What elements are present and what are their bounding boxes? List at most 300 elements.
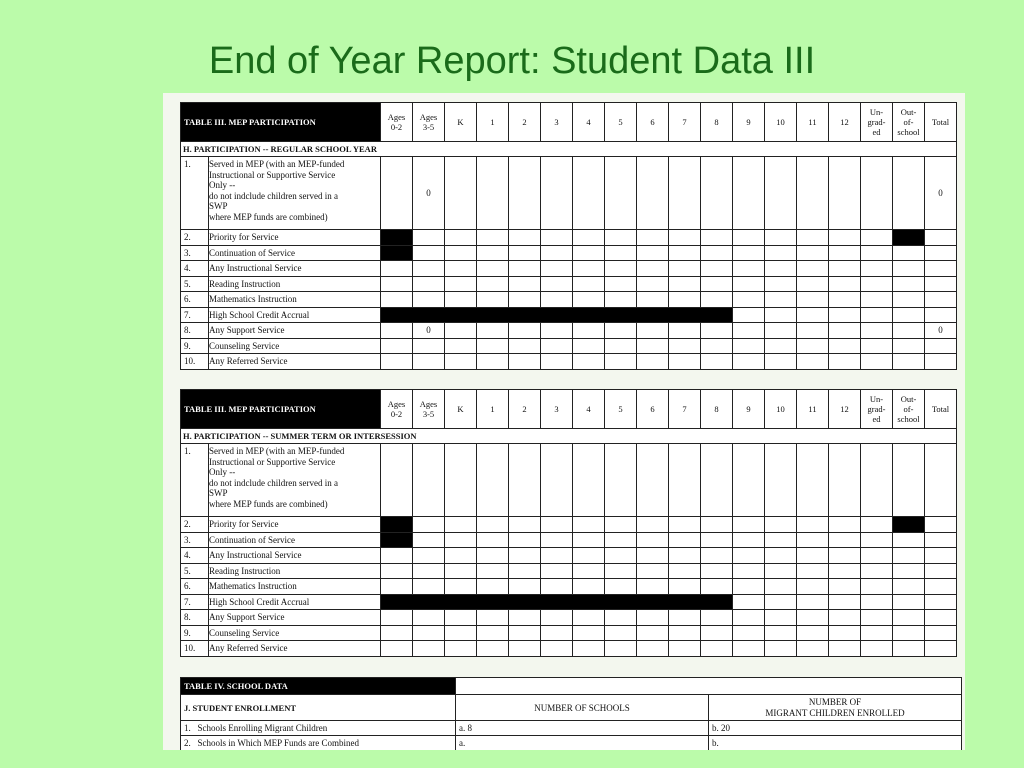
column-header-line: ed xyxy=(872,414,881,424)
column-header xyxy=(381,390,413,429)
data-cell xyxy=(861,641,893,657)
row-number: 3. xyxy=(181,532,209,548)
data-cell xyxy=(637,610,669,626)
row-number: 5. xyxy=(181,563,209,579)
data-cell xyxy=(829,276,861,292)
column-header-line: 11 xyxy=(808,117,817,127)
data-cell xyxy=(925,292,957,308)
data-cell xyxy=(477,625,509,641)
row-number: 9. xyxy=(181,338,209,354)
data-cell xyxy=(829,625,861,641)
data-cell xyxy=(797,594,829,610)
data-cell xyxy=(893,641,925,657)
data-cell xyxy=(477,245,509,261)
data-cell xyxy=(925,625,957,641)
data-cell xyxy=(541,563,573,579)
column-header xyxy=(541,390,573,429)
column-header xyxy=(861,390,893,429)
column-header-line: Out- xyxy=(900,107,917,117)
data-cell xyxy=(669,579,701,595)
column-header-line: 6 xyxy=(650,117,655,127)
report-document xyxy=(163,93,965,750)
column-header-line: 8 xyxy=(714,404,719,414)
data-cell xyxy=(477,292,509,308)
data-cell xyxy=(445,517,477,533)
column-header-line: 5 xyxy=(618,117,623,127)
blocked-cells xyxy=(381,307,733,323)
row-label: Any Support Service xyxy=(209,323,381,339)
data-cell xyxy=(925,548,957,564)
data-cell xyxy=(765,517,797,533)
column-header-line: 4 xyxy=(586,117,591,127)
data-cell xyxy=(765,594,797,610)
column-header-line: of- xyxy=(903,117,914,127)
column-header xyxy=(381,103,413,142)
data-cell xyxy=(413,641,445,657)
data-cell xyxy=(733,532,765,548)
row-label: Mathematics Instruction xyxy=(209,579,381,595)
data-cell xyxy=(413,292,445,308)
data-cell xyxy=(573,292,605,308)
data-cell xyxy=(445,625,477,641)
data-cell xyxy=(893,276,925,292)
row-number: 2. xyxy=(181,517,209,533)
data-cell xyxy=(925,579,957,595)
data-cell xyxy=(925,444,957,517)
data-cell xyxy=(381,579,413,595)
data-cell xyxy=(477,548,509,564)
column-header xyxy=(829,390,861,429)
table4-section: J. STUDENT ENROLLMENT xyxy=(181,695,456,721)
row-label-line: do not indclude children served in a xyxy=(209,477,338,488)
row-number: 4. xyxy=(181,548,209,564)
data-cell xyxy=(765,261,797,277)
column-header-line: 12 xyxy=(840,404,849,414)
table-title: TABLE III. MEP PARTICIPATION xyxy=(181,390,381,429)
data-cell xyxy=(413,517,445,533)
data-cell xyxy=(669,563,701,579)
data-cell xyxy=(733,594,765,610)
data-cell xyxy=(925,230,957,246)
data-cell xyxy=(829,261,861,277)
column-header-line: 12 xyxy=(840,117,849,127)
data-cell xyxy=(541,610,573,626)
data-cell xyxy=(797,323,829,339)
column-header xyxy=(573,103,605,142)
column-header-line: 11 xyxy=(808,404,817,414)
row-label-line: Served in MEP (with an MEP-funded xyxy=(209,159,345,169)
data-cell xyxy=(765,625,797,641)
table-row xyxy=(181,721,962,736)
data-cell xyxy=(381,563,413,579)
data-cell xyxy=(541,245,573,261)
column-header-line: 3-5 xyxy=(422,409,435,419)
data-cell xyxy=(925,261,957,277)
data-cell xyxy=(765,245,797,261)
data-cell xyxy=(893,292,925,308)
data-cell xyxy=(445,610,477,626)
data-cell xyxy=(669,245,701,261)
data-cell xyxy=(605,338,637,354)
data-cell xyxy=(509,230,541,246)
data-cell xyxy=(509,292,541,308)
data-cell xyxy=(445,292,477,308)
blocked-cell xyxy=(893,230,925,246)
data-cell xyxy=(381,338,413,354)
data-cell xyxy=(477,517,509,533)
data-cell xyxy=(829,323,861,339)
data-cell xyxy=(893,323,925,339)
data-cell: 0 xyxy=(925,323,957,339)
data-cell xyxy=(381,625,413,641)
data-cell xyxy=(381,323,413,339)
data-cell xyxy=(637,230,669,246)
data-cell xyxy=(541,444,573,517)
column-header-line: Out- xyxy=(900,394,917,404)
data-cell xyxy=(829,563,861,579)
column-header-line: K xyxy=(457,117,464,127)
data-cell xyxy=(861,307,893,323)
data-cell xyxy=(925,563,957,579)
column-header xyxy=(413,103,445,142)
data-cell xyxy=(669,292,701,308)
data-cell xyxy=(477,532,509,548)
row-number: 4. xyxy=(181,261,209,277)
data-cell xyxy=(893,354,925,370)
data-cell xyxy=(861,610,893,626)
column-header-line: K xyxy=(457,404,464,414)
data-cell: 0 xyxy=(413,157,445,230)
data-cell xyxy=(797,157,829,230)
data-cell xyxy=(669,157,701,230)
data-cell xyxy=(605,517,637,533)
data-cell xyxy=(893,625,925,641)
col-children-line2: MIGRANT CHILDREN ENROLLED xyxy=(765,707,905,718)
data-cell xyxy=(733,245,765,261)
row-number: 6. xyxy=(181,579,209,595)
data-cell xyxy=(669,641,701,657)
row-number: 1. xyxy=(181,157,209,230)
data-cell xyxy=(893,261,925,277)
data-cell xyxy=(509,354,541,370)
column-header xyxy=(605,390,637,429)
row-label: Any Support Service xyxy=(209,610,381,626)
column-header xyxy=(509,103,541,142)
data-cell xyxy=(509,517,541,533)
data-cell xyxy=(669,338,701,354)
column-header xyxy=(477,103,509,142)
data-cell xyxy=(413,625,445,641)
row-label-line: Instructional or Supportive Service xyxy=(209,456,336,467)
data-cell xyxy=(765,323,797,339)
data-cell xyxy=(381,610,413,626)
data-cell xyxy=(733,230,765,246)
data-cell xyxy=(413,579,445,595)
column-header-line: 9 xyxy=(746,404,751,414)
blocked-cell xyxy=(381,230,413,246)
data-cell xyxy=(541,230,573,246)
data-cell xyxy=(573,641,605,657)
row-number: 2. xyxy=(181,230,209,246)
data-cell xyxy=(541,354,573,370)
row-number: 10. xyxy=(181,354,209,370)
row-number: 5. xyxy=(181,276,209,292)
data-cell xyxy=(893,338,925,354)
data-cell xyxy=(829,594,861,610)
blocked-cell xyxy=(381,245,413,261)
data-cell xyxy=(701,292,733,308)
column-header-line: ed xyxy=(872,127,881,137)
section-heading: H. PARTICIPATION -- SUMMER TERM OR INTERSESSION xyxy=(181,429,957,444)
data-cell xyxy=(701,548,733,564)
row-label: Any Referred Service xyxy=(209,641,381,657)
data-cell xyxy=(381,354,413,370)
row-number: 7. xyxy=(181,307,209,323)
data-cell xyxy=(669,548,701,564)
data-cell xyxy=(925,338,957,354)
row-label-line: Only -- xyxy=(209,180,236,190)
column-header xyxy=(893,103,925,142)
data-cell xyxy=(573,625,605,641)
data-cell xyxy=(637,292,669,308)
data-cell xyxy=(605,354,637,370)
data-cell xyxy=(477,261,509,277)
data-cell xyxy=(701,157,733,230)
table-row xyxy=(181,444,957,517)
data-cell xyxy=(765,641,797,657)
data-cell xyxy=(445,579,477,595)
data-cell xyxy=(669,261,701,277)
table-row xyxy=(181,323,957,339)
row-label-line: where MEP funds are combined) xyxy=(209,498,328,509)
row-label-line: Served in MEP (with an MEP-funded xyxy=(209,446,345,456)
data-cell xyxy=(573,579,605,595)
row-label-line: SWP xyxy=(209,488,228,498)
data-cell xyxy=(861,157,893,230)
data-cell xyxy=(829,245,861,261)
data-cell xyxy=(573,548,605,564)
data-cell xyxy=(509,276,541,292)
data-cell xyxy=(573,245,605,261)
data-cell xyxy=(893,157,925,230)
table-row xyxy=(181,338,957,354)
data-cell xyxy=(541,338,573,354)
column-header-line: Ages xyxy=(419,112,438,122)
column-header-line: 1 xyxy=(490,404,495,414)
data-cell xyxy=(605,532,637,548)
table-row xyxy=(181,354,957,370)
data-cell xyxy=(413,230,445,246)
data-cell xyxy=(509,563,541,579)
column-header-line: 9 xyxy=(746,117,751,127)
data-cell xyxy=(925,245,957,261)
column-header xyxy=(925,390,957,429)
data-cell xyxy=(829,579,861,595)
data-cell xyxy=(381,292,413,308)
row-label: Counseling Service xyxy=(209,338,381,354)
col-number-of-children xyxy=(709,695,962,721)
data-cell xyxy=(893,548,925,564)
column-header-line: 3 xyxy=(554,404,559,414)
data-cell xyxy=(477,276,509,292)
data-cell xyxy=(573,338,605,354)
data-cell xyxy=(733,625,765,641)
data-cell xyxy=(797,563,829,579)
data-cell xyxy=(733,307,765,323)
data-cell xyxy=(861,276,893,292)
data-cell xyxy=(797,579,829,595)
data-cell xyxy=(861,563,893,579)
table-row xyxy=(181,307,957,323)
data-cell xyxy=(829,444,861,517)
data-cell xyxy=(541,276,573,292)
section-heading: H. PARTICIPATION -- REGULAR SCHOOL YEAR xyxy=(181,142,957,157)
column-header xyxy=(701,390,733,429)
data-cell xyxy=(765,532,797,548)
data-cell xyxy=(893,245,925,261)
data-cell xyxy=(381,548,413,564)
data-cell xyxy=(605,323,637,339)
data-cell xyxy=(445,323,477,339)
column-header-line: Total xyxy=(931,404,950,414)
data-cell xyxy=(797,292,829,308)
data-cell xyxy=(861,245,893,261)
data-cell xyxy=(733,157,765,230)
data-cell xyxy=(445,532,477,548)
data-cell xyxy=(701,276,733,292)
data-cell xyxy=(829,307,861,323)
data-cell xyxy=(637,245,669,261)
data-cell xyxy=(829,230,861,246)
data-cell xyxy=(637,157,669,230)
data-cell xyxy=(413,563,445,579)
data-cell xyxy=(797,307,829,323)
data-cell xyxy=(413,532,445,548)
data-cell xyxy=(861,338,893,354)
data-cell xyxy=(925,276,957,292)
data-cell xyxy=(669,276,701,292)
column-header-line: Ages xyxy=(419,399,438,409)
data-cell xyxy=(413,261,445,277)
data-cell xyxy=(541,579,573,595)
col-children-line1: NUMBER OF xyxy=(808,696,862,707)
data-cell xyxy=(861,230,893,246)
row-label: Priority for Service xyxy=(209,230,381,246)
row-label: Any Referred Service xyxy=(209,354,381,370)
table-row xyxy=(181,641,957,657)
data-cell xyxy=(861,548,893,564)
data-cell xyxy=(733,641,765,657)
data-cell xyxy=(701,532,733,548)
data-cell xyxy=(829,610,861,626)
data-cell xyxy=(797,230,829,246)
mep-participation-regular-table xyxy=(180,102,957,370)
data-cell xyxy=(765,548,797,564)
data-cell xyxy=(797,610,829,626)
data-cell xyxy=(925,641,957,657)
data-cell xyxy=(733,292,765,308)
data-cell xyxy=(669,230,701,246)
data-cell xyxy=(605,610,637,626)
data-cell xyxy=(797,276,829,292)
data-cell xyxy=(541,641,573,657)
data-cell xyxy=(765,157,797,230)
blocked-cell xyxy=(381,532,413,548)
row-number: 10. xyxy=(181,641,209,657)
data-cell xyxy=(797,517,829,533)
table-row xyxy=(181,548,957,564)
data-cell xyxy=(893,579,925,595)
data-cell xyxy=(637,261,669,277)
data-cell xyxy=(541,548,573,564)
children-value: b. 20 xyxy=(709,721,962,736)
data-cell xyxy=(381,157,413,230)
column-header xyxy=(637,103,669,142)
table4-title: TABLE IV. SCHOOL DATA xyxy=(181,678,456,695)
data-cell xyxy=(509,338,541,354)
data-cell xyxy=(669,625,701,641)
data-cell xyxy=(381,641,413,657)
data-cell xyxy=(925,517,957,533)
data-cell xyxy=(669,354,701,370)
data-cell xyxy=(509,579,541,595)
column-header-line: Ages xyxy=(387,112,406,122)
blocked-cells xyxy=(381,594,733,610)
data-cell xyxy=(573,444,605,517)
column-header-line: Total xyxy=(931,117,950,127)
data-cell xyxy=(477,354,509,370)
row-label: Continuation of Service xyxy=(209,245,381,261)
data-cell xyxy=(445,276,477,292)
column-header xyxy=(445,390,477,429)
data-cell xyxy=(701,261,733,277)
data-cell xyxy=(861,354,893,370)
row-label-line: Instructional or Supportive Service xyxy=(209,169,336,180)
column-header-line: school xyxy=(897,127,920,137)
data-cell xyxy=(861,261,893,277)
data-cell xyxy=(797,444,829,517)
data-cell xyxy=(925,307,957,323)
data-cell xyxy=(829,532,861,548)
data-cell xyxy=(797,625,829,641)
data-cell xyxy=(413,444,445,517)
data-cell xyxy=(637,548,669,564)
column-header xyxy=(765,390,797,429)
data-cell xyxy=(765,579,797,595)
data-cell xyxy=(637,563,669,579)
data-cell xyxy=(637,354,669,370)
data-cell xyxy=(829,157,861,230)
data-cell xyxy=(509,548,541,564)
data-cell xyxy=(925,532,957,548)
data-cell xyxy=(509,323,541,339)
column-header-line: 5 xyxy=(618,404,623,414)
row-number: 7. xyxy=(181,594,209,610)
data-cell xyxy=(413,548,445,564)
data-cell xyxy=(509,610,541,626)
data-cell xyxy=(893,307,925,323)
row-label: Continuation of Service xyxy=(209,532,381,548)
data-cell xyxy=(413,354,445,370)
data-cell xyxy=(733,354,765,370)
column-header-line: grad- xyxy=(867,404,886,414)
data-cell xyxy=(541,517,573,533)
data-cell xyxy=(701,641,733,657)
data-cell xyxy=(605,563,637,579)
data-cell xyxy=(925,354,957,370)
data-cell xyxy=(413,610,445,626)
data-cell xyxy=(605,230,637,246)
